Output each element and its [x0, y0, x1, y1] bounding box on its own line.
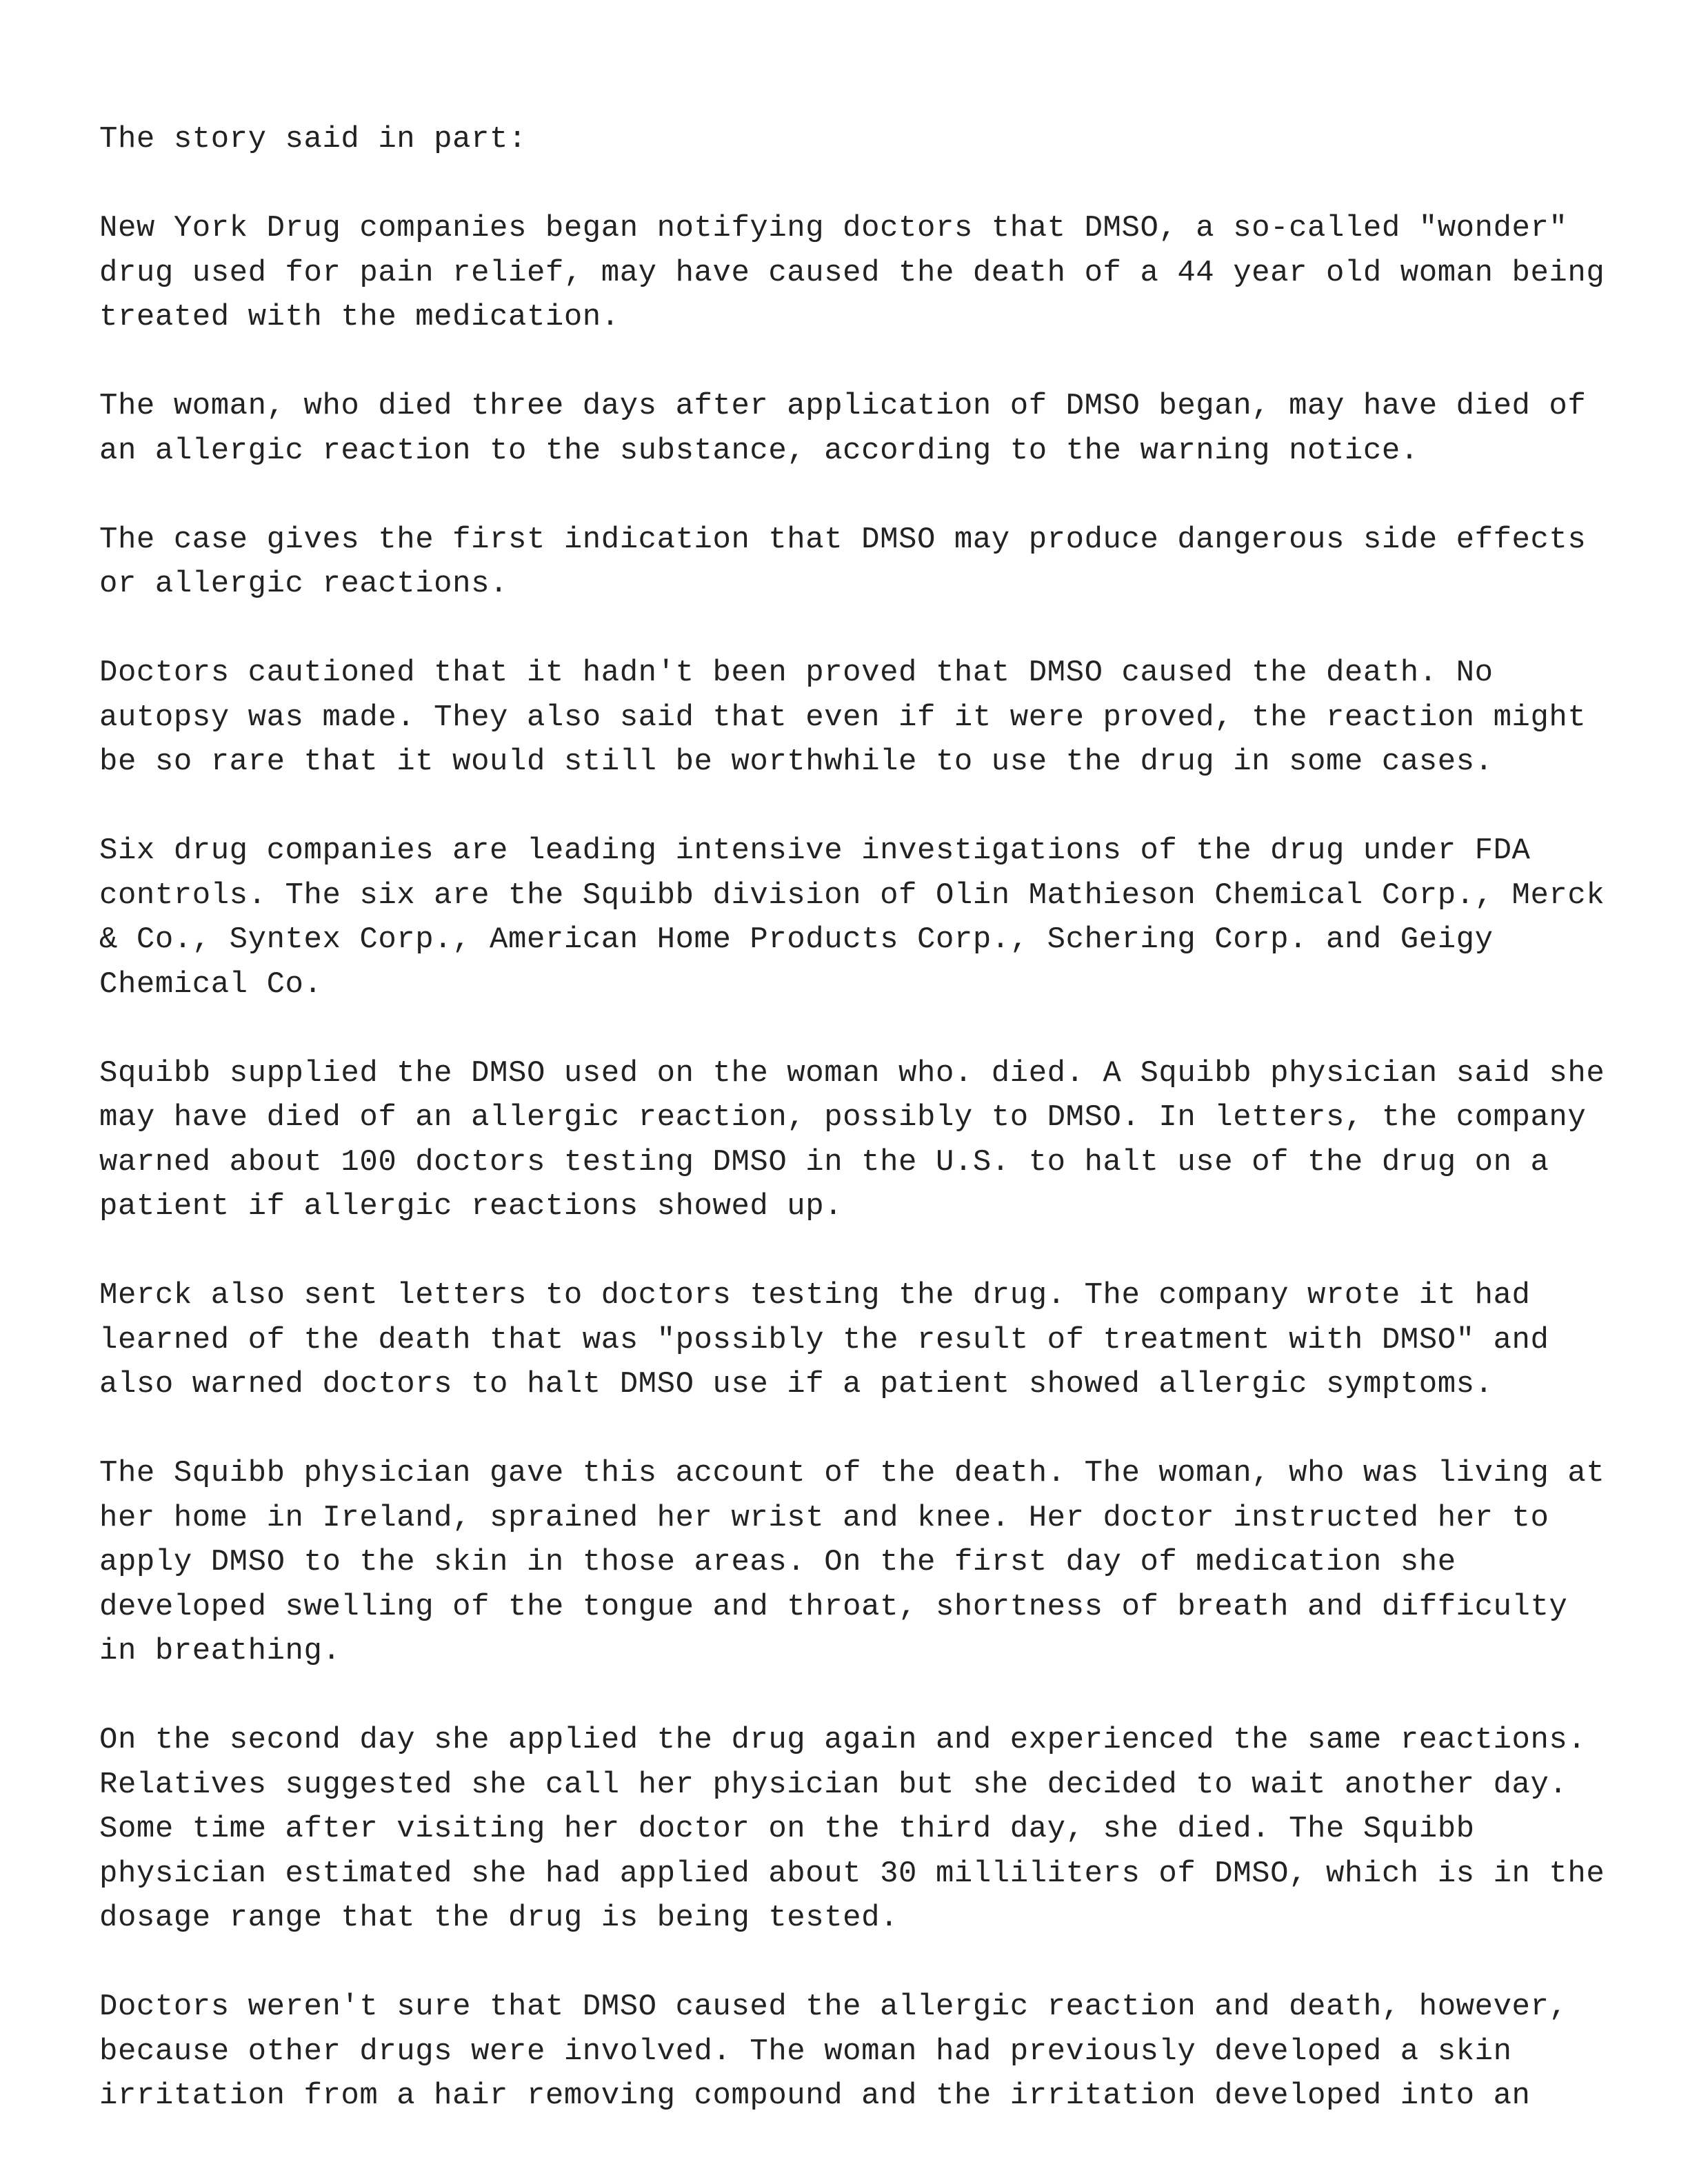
paragraph-six-companies: Six drug companies are leading intensive investigations of the drug under FDA controls. The six are the Squibb division of Olin Mathieson Chemical Corp., Merck & Co., Syntex Corp., American Home Products Corp., Schering Corp. and Geigy Chemical Co. — [99, 833, 1605, 1002]
paragraph-squibb-account: The Squibb physician gave this account of the death. The woman, who was living at her home in Ireland, sprained her wrist and knee. Her doctor instructed her to apply DMSO to the skin in those areas. On the first day of medication she developed swelling of the tongue and throat, shortness of breath and difficulty in breathing. — [99, 1456, 1605, 1668]
paragraph-first-indication: The case gives the first indication that DMSO may produce dangerous side effects or allergic reactions. — [99, 522, 1587, 601]
intro-line: The story said in part: — [99, 122, 527, 156]
paragraph-new-york-drug: New York Drug companies began notifying doctors that DMSO, a so-called "wonder" drug used for pain relief, may have caused the death of a 44 year old woman being treated with the medication. — [99, 211, 1605, 334]
paragraph-doctors-cautioned: Doctors cautioned that it hadn't been proved that DMSO caused the death. No autopsy was made. They also said that even if it were proved, the reaction might be so rare that it would still be worthwhile to use the drug in some cases. — [99, 656, 1587, 779]
paragraph-doctors-unsure: Doctors weren't sure that DMSO caused the allergic reaction and death, however, because other drugs were involved. The woman had previously developed a skin irritation from a hair removing compound and the irritation developed into an — [99, 1990, 1568, 2113]
paragraph-woman-died: The woman, who died three days after application of DMSO began, may have died of an allergic reaction to the substance, according to the warning notice. — [99, 389, 1587, 468]
paragraph-second-day: On the second day she applied the drug again and experienced the same reactions. Relatives suggested she call her physician but she decided to wait another day. Some time after visiting her doctor on the third day, she died. The Squibb physician estimated she had applied about 30 milliliters of DMSO, which is in the dosage range that the drug is being tested. — [99, 1723, 1605, 1935]
paragraph-squibb-supplied: Squibb supplied the DMSO used on the woman who. died. A Squibb physician said she may have died of an allergic reaction, possibly to DMSO. In letters, the company warned about 100 doctors testing DMSO in the U.S. to halt use of the drug on a patient if allergic reactions showed up. — [99, 1055, 1605, 1224]
paragraph-merck-letters: Merck also sent letters to doctors testing the drug. The company wrote it had learned of the death that was "possibly the result of treatment with DMSO" and also warned doctors to halt DMSO use if a patient showed allergic symptoms. — [99, 1278, 1549, 1402]
document-page — [99, 117, 1630, 2163]
